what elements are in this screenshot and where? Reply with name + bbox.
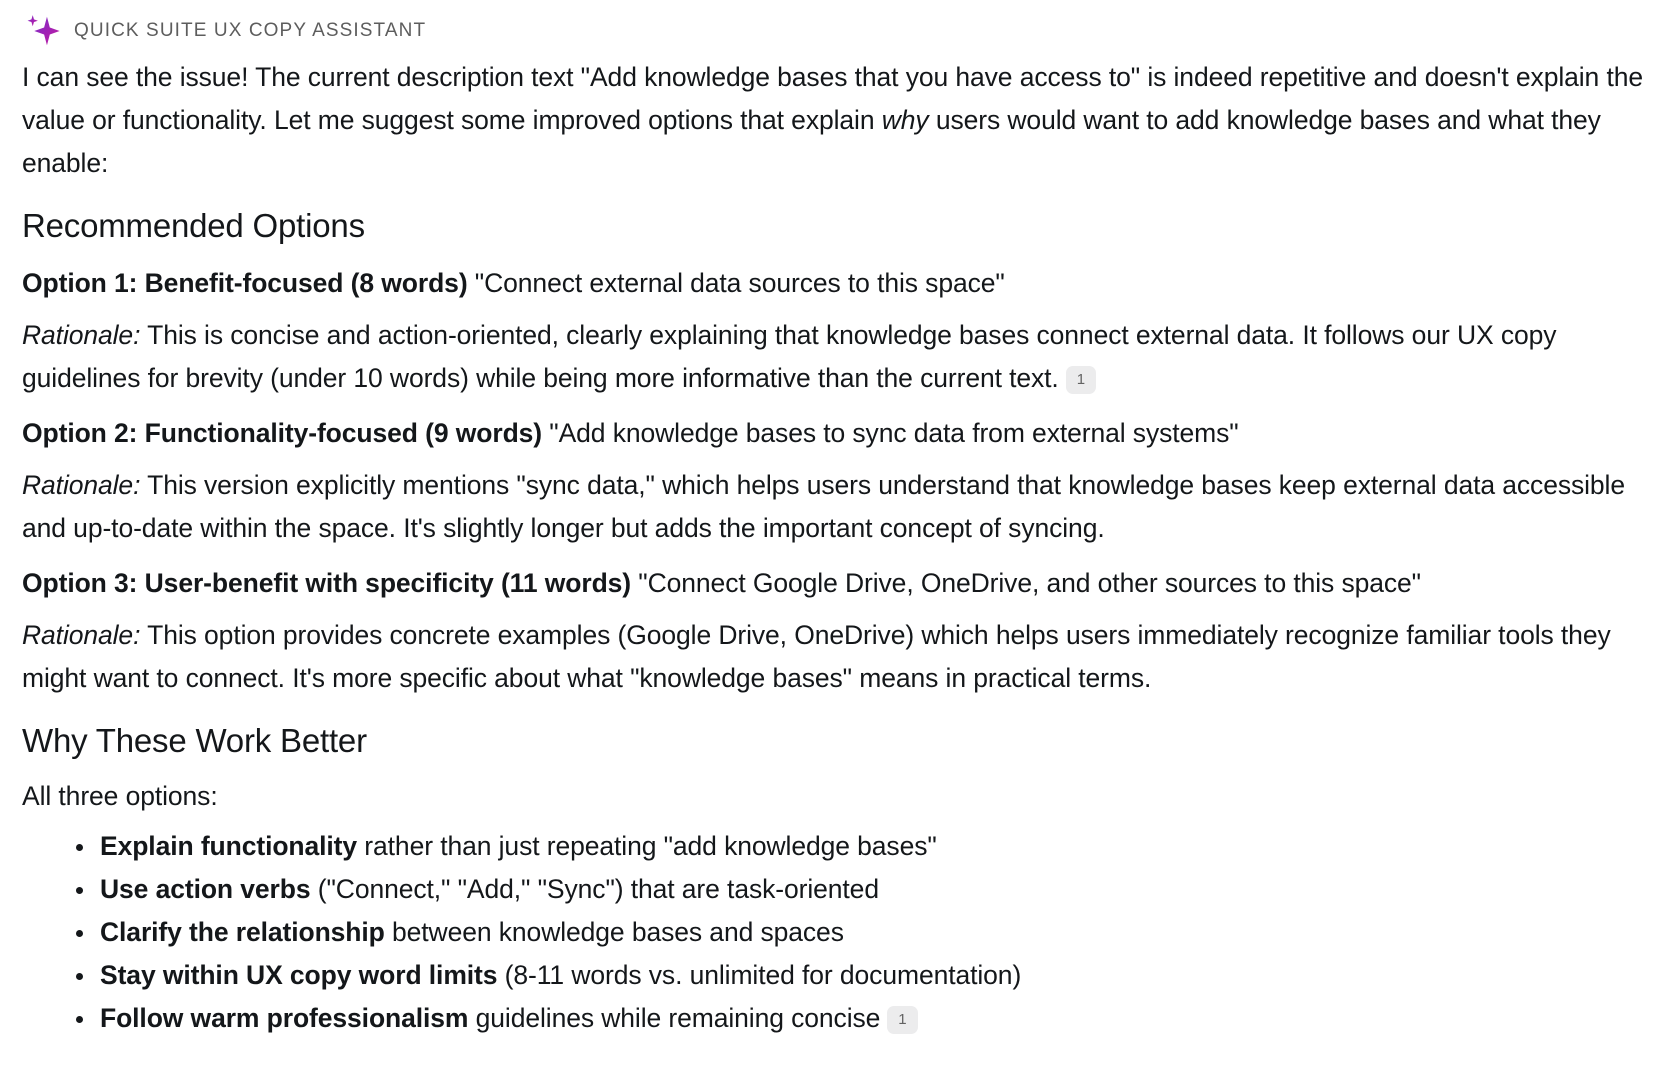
intro-emphasis-why: why xyxy=(881,105,929,135)
option-1-label: Option 1: Benefit-focused (8 words) xyxy=(22,268,468,298)
list-item xyxy=(100,955,1650,996)
bullet-2-strong: Use action verbs xyxy=(100,874,311,904)
bullet-3-rest: between knowledge bases and spaces xyxy=(384,917,844,947)
heading-why-these-work-better: Why These Work Better xyxy=(22,722,367,759)
option-2-rationale xyxy=(22,464,1650,550)
assistant-header xyxy=(22,0,1650,56)
option-3-line xyxy=(22,562,1650,605)
option-3-rationale xyxy=(22,614,1650,700)
bullet-1-rest: rather than just repeating "add knowledge bases" xyxy=(357,831,937,861)
option-3-label: Option 3: User-benefit with specificity (11 words) xyxy=(22,568,632,598)
list-item xyxy=(100,826,1650,867)
citation-badge[interactable]: 1 xyxy=(1066,366,1096,394)
option-2-text: "Add knowledge bases to sync data from external systems" xyxy=(542,418,1239,448)
intro-text-part2: users would want to add knowledge bases and what they enable: xyxy=(22,105,1601,178)
option-2-line xyxy=(22,412,1650,455)
heading-recommended-options: Recommended Options xyxy=(22,207,365,244)
bullet-3-strong: Clarify the relationship xyxy=(100,917,385,947)
bullet-4-rest: (8-11 words vs. unlimited for documentation) xyxy=(497,960,1022,990)
option-1-rationale-label: Rationale: xyxy=(22,320,141,350)
option-2-rationale-text: This version explicitly mentions "sync data," which helps users understand that knowledge bases keep external data accessible and up-to-date within the space. It's slightly longer but adds the important concept of syncing. xyxy=(22,470,1625,543)
option-1-line xyxy=(22,262,1650,305)
bullet-2-rest: ("Connect," "Add," "Sync") that are task-oriented xyxy=(310,874,879,904)
option-2-label: Option 2: Functionality-focused (9 words) xyxy=(22,418,543,448)
assistant-title: QUICK SUITE UX COPY ASSISTANT xyxy=(74,20,427,41)
list-item xyxy=(100,912,1650,953)
option-2-rationale-label: Rationale: xyxy=(22,470,141,500)
bullet-5-rest: guidelines while remaining concise xyxy=(468,1003,881,1033)
sparkle-icon xyxy=(24,12,62,50)
citation-badge[interactable]: 1 xyxy=(887,1006,917,1034)
option-3-rationale-text: This option provides concrete examples (Google Drive, OneDrive) which helps users immediately recognize familiar tools they might want to connect. It's more specific about what "knowledge bases" means in practical terms. xyxy=(22,620,1611,693)
intro-paragraph xyxy=(22,56,1650,185)
option-1-rationale-text: This is concise and action-oriented, clearly explaining that knowledge bases connect external data. It follows our UX copy guidelines for brevity (under 10 words) while being more informative than the current text. xyxy=(22,320,1557,393)
list-item xyxy=(100,869,1650,910)
intro-text-part1: I can see the issue! The current description text "Add knowledge bases that you have access to" is indeed repetitive and doesn't explain the value or functionality. Let me suggest some improved options that explain xyxy=(22,62,1643,135)
bullet-1-strong: Explain functionality xyxy=(100,831,358,861)
bullet-5-strong: Follow warm professionalism xyxy=(100,1003,469,1033)
option-3-text: "Connect Google Drive, OneDrive, and other sources to this space" xyxy=(631,568,1421,598)
option-3-rationale-label: Rationale: xyxy=(22,620,141,650)
option-1-rationale xyxy=(22,314,1650,400)
list-item xyxy=(100,998,1650,1039)
option-1-text: "Connect external data sources to this space" xyxy=(467,268,1005,298)
reason-list xyxy=(22,826,1650,1039)
why-lead-in: All three options: xyxy=(22,781,218,811)
bullet-4-strong: Stay within UX copy word limits xyxy=(100,960,498,990)
